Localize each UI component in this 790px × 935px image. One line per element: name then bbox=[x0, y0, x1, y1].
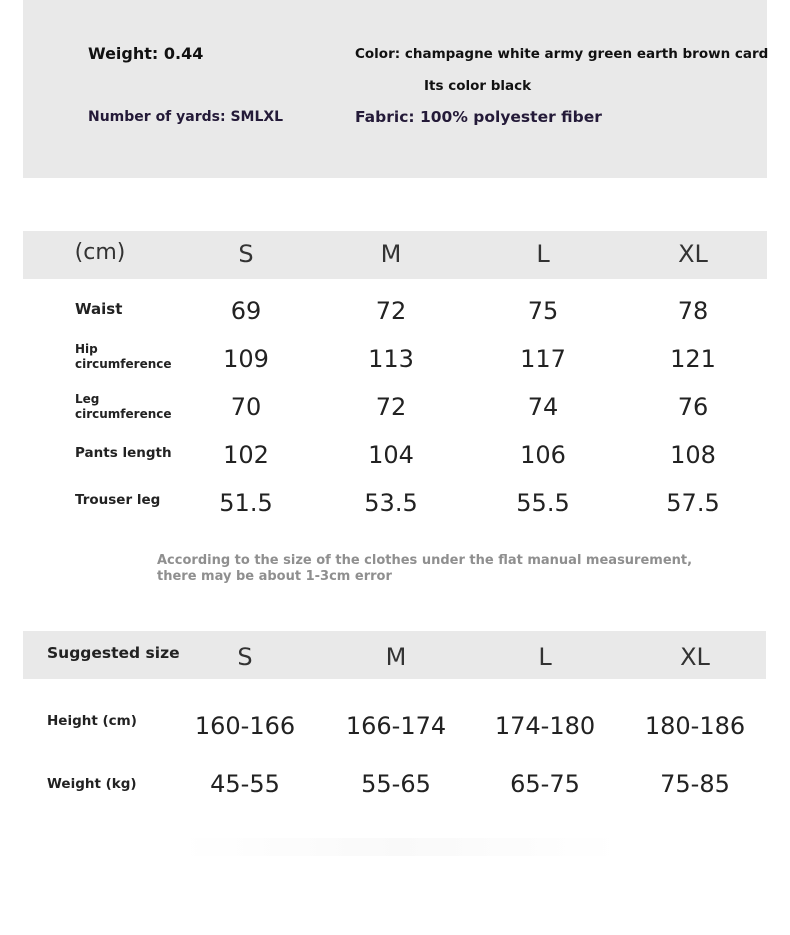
measurement-note bbox=[157, 553, 692, 585]
hip-l: 117 bbox=[520, 345, 566, 373]
trouser-leg-l: 55.5 bbox=[516, 489, 570, 517]
height-l: 174-180 bbox=[494, 712, 596, 740]
leg-s: 70 bbox=[230, 393, 262, 421]
suggested-header-s: S bbox=[237, 643, 253, 671]
suggested-header-l: L bbox=[538, 643, 552, 671]
size-header-l: L bbox=[536, 240, 550, 268]
trouser-leg-s: 51.5 bbox=[219, 489, 273, 517]
leg-m: 72 bbox=[375, 393, 407, 421]
hip-m: 113 bbox=[368, 345, 414, 373]
row-label-leg bbox=[75, 392, 172, 422]
trouser-leg-xl: 57.5 bbox=[666, 489, 720, 517]
weight-l: 65-75 bbox=[510, 770, 580, 798]
row-label-height: Height (cm) bbox=[47, 713, 137, 729]
leg-xl: 76 bbox=[677, 393, 709, 421]
pants-length-m: 104 bbox=[368, 441, 414, 469]
height-xl: 180-186 bbox=[644, 712, 746, 740]
row-label-waist: Waist bbox=[75, 300, 123, 318]
waist-l: 75 bbox=[527, 297, 559, 325]
pants-length-s: 102 bbox=[223, 441, 269, 469]
leg-l: 74 bbox=[527, 393, 559, 421]
faint-watermark-strip bbox=[180, 838, 620, 856]
row-label-leg-line1: Leg bbox=[75, 392, 100, 406]
row-label-hip-line2: circumference bbox=[75, 357, 172, 371]
product-info-panel bbox=[23, 0, 767, 178]
suggested-header-xl: XL bbox=[680, 643, 710, 671]
suggested-size-title: Suggested size bbox=[47, 644, 180, 662]
size-header-xl: XL bbox=[678, 240, 708, 268]
row-label-hip-line1: Hip bbox=[75, 342, 98, 356]
row-label-trouser-leg: Trouser leg bbox=[75, 492, 161, 508]
size-header-s: S bbox=[238, 240, 254, 268]
measurement-note-line1: According to the size of the clothes under the flat manual measurement, bbox=[157, 553, 693, 568]
height-m: 166-174 bbox=[345, 712, 447, 740]
info-yards: Number of yards: SMLXL bbox=[88, 109, 284, 125]
waist-s: 69 bbox=[230, 297, 262, 325]
hip-xl: 121 bbox=[670, 345, 716, 373]
waist-m: 72 bbox=[375, 297, 407, 325]
info-color-line1: Color: champagne white army green earth brown card bbox=[355, 46, 769, 62]
trouser-leg-m: 53.5 bbox=[364, 489, 418, 517]
size-header-m: M bbox=[380, 240, 402, 268]
suggested-header-m: M bbox=[385, 643, 407, 671]
hip-s: 109 bbox=[223, 345, 269, 373]
unit-header: (cm) bbox=[74, 240, 126, 265]
weight-m: 55-65 bbox=[361, 770, 431, 798]
weight-xl: 75-85 bbox=[660, 770, 730, 798]
measurement-note-line2: there may be about 1-3cm error bbox=[157, 569, 392, 584]
weight-s: 45-55 bbox=[210, 770, 280, 798]
waist-xl: 78 bbox=[677, 297, 709, 325]
info-fabric: Fabric: 100% polyester fiber bbox=[355, 108, 602, 126]
height-s: 160-166 bbox=[194, 712, 296, 740]
row-label-pants-length: Pants length bbox=[75, 445, 172, 461]
row-label-hip bbox=[75, 342, 172, 372]
info-weight: Weight: 0.44 bbox=[88, 44, 204, 63]
pants-length-xl: 108 bbox=[670, 441, 716, 469]
row-label-weight: Weight (kg) bbox=[47, 776, 137, 792]
pants-length-l: 106 bbox=[520, 441, 566, 469]
row-label-leg-line2: circumference bbox=[75, 407, 172, 421]
info-color-line2: Its color black bbox=[424, 78, 532, 94]
